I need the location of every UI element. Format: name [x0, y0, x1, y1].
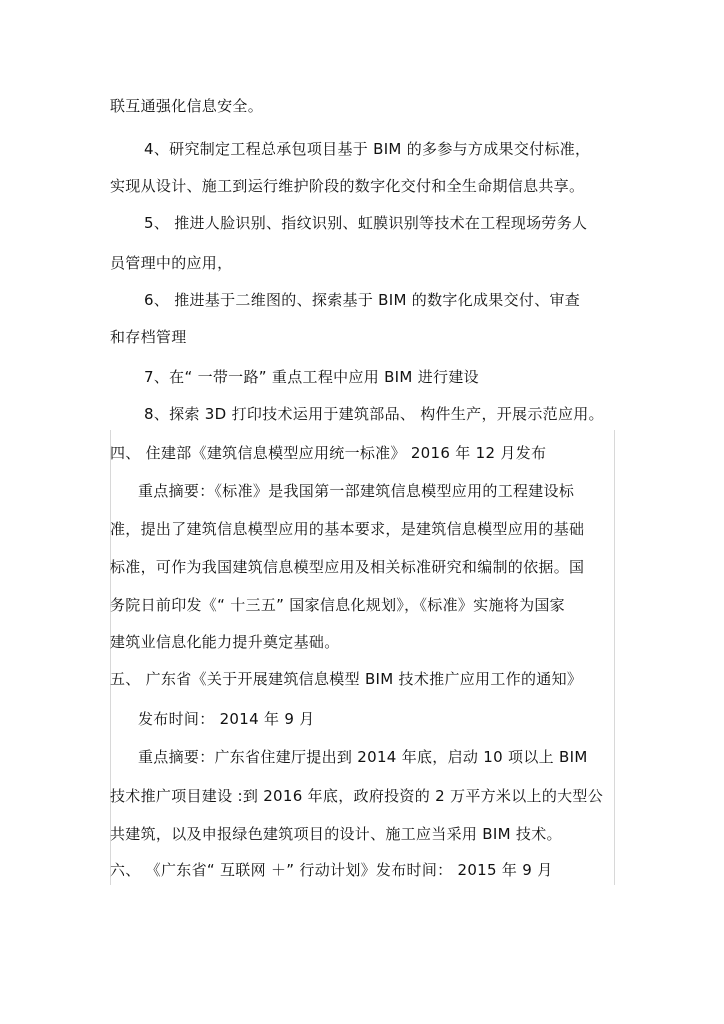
- section-4-heading: 四、 住建部《建筑信息模型应用统一标准》 2016 年 12 月发布: [110, 444, 547, 462]
- section-6-heading: 六、 《广东省“ 互联网 ＋” 行动计划》发布时间： 2015 年 9 月: [110, 861, 553, 879]
- section-4-summary-line-5: 建筑业信息化能力提升奠定基础。: [110, 633, 340, 651]
- list-item-5-line-2: 员管理中的应用，: [110, 254, 233, 272]
- section-5-summary-line-2: 技术推广项目建设 :到 2016 年底，政府投资的 2 万平方米以上的大型公: [110, 787, 604, 805]
- list-item-5-line-1: 5、 推进人脸识别、指纹识别、虹膜识别等技术在工程现场劳务人: [144, 214, 588, 232]
- list-item-6-line-2: 和存档管理: [110, 328, 187, 346]
- list-item-4-line-2: 实现从设计、施工到运行维护阶段的数字化交付和全生命期信息共享。: [110, 177, 585, 195]
- list-item-6-line-1: 6、 推进基于二维图的、探索基于 BIM 的数字化成果交付、审查: [144, 291, 581, 309]
- section-4-summary-line-4: 务院日前印发《“ 十三五” 国家信息化规划》，《标准》实施将为国家: [110, 596, 565, 614]
- section-5-heading: 五、 广东省《关于开展建筑信息模型 BIM 技术推广应用工作的通知》: [110, 670, 583, 688]
- section-4-summary-line-1: 重点摘要：《标准》是我国第一部建筑信息模型应用的工程建设标: [138, 482, 575, 500]
- section-5-summary-line-1: 重点摘要：广东省住建厅提出到 2014 年底，启动 10 项以上 BIM: [138, 748, 588, 766]
- paragraph-line: 联互通强化信息安全。: [110, 97, 264, 115]
- section-5-summary-line-3: 共建筑，以及申报绿色建筑项目的设计、施工应当采用 BIM 技术。: [110, 825, 562, 843]
- list-item-4-line-1: 4、研究制定工程总承包项目基于 BIM 的多参与方成果交付标准，: [144, 140, 591, 158]
- section-4-summary-line-3: 标准，可作为我国建筑信息模型应用及相关标准研究和编制的依据。国: [110, 558, 585, 576]
- section-4-summary-line-2: 准，提出了建筑信息模型应用的基本要求，是建筑信息模型应用的基础: [110, 520, 585, 538]
- section-5-date: 发布时间： 2014 年 9 月: [138, 710, 315, 728]
- left-margin-rule: [110, 430, 111, 885]
- right-margin-rule: [614, 430, 615, 885]
- list-item-8: 8、探索 3D 打印技术运用于建筑部品、 构件生产，开展示范应用。: [144, 405, 604, 423]
- list-item-7: 7、在“ 一带一路” 重点工程中应用 BIM 进行建设: [144, 368, 479, 386]
